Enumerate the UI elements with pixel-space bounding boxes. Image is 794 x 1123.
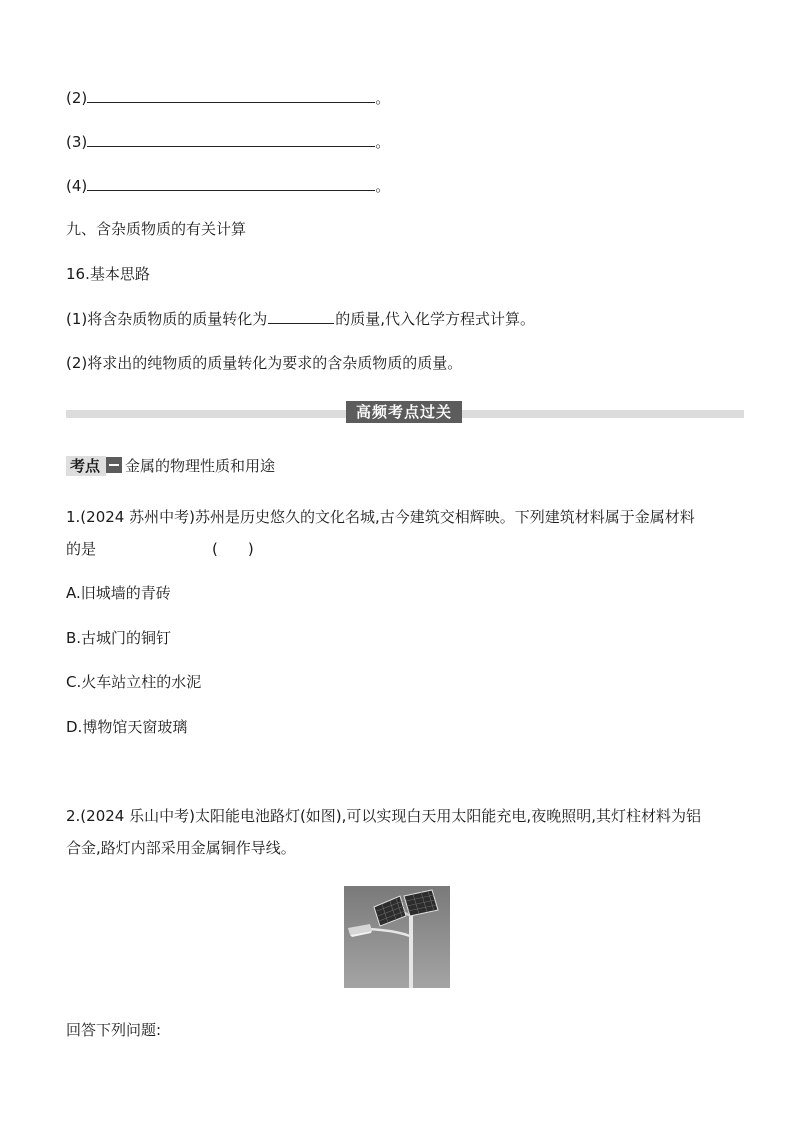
q1-option-c[interactable]: C.火车站立柱的水泥 bbox=[66, 673, 202, 691]
q2-prompt: 回答下列问题: bbox=[66, 1021, 162, 1039]
kaodian-heading bbox=[66, 456, 275, 476]
item16-title: 16.基本思路 bbox=[66, 265, 150, 283]
q1-option-b[interactable]: B.古城门的铜钉 bbox=[66, 629, 172, 647]
item16-line1-after: 的质量,代入化学方程式计算。 bbox=[335, 310, 536, 328]
q1-stem-line2 bbox=[66, 539, 254, 559]
answer-parentheses[interactable]: ( ) bbox=[212, 540, 254, 558]
q1-option-a[interactable]: A.旧城墙的青砖 bbox=[66, 584, 171, 602]
answer-blank[interactable] bbox=[87, 88, 375, 103]
answer-blank[interactable] bbox=[268, 309, 334, 324]
kaodian-topic: 金属的物理性质和用途 bbox=[125, 457, 276, 475]
kaodian-badge: 考点 bbox=[66, 456, 106, 476]
item16-line2: (2)将求出的纯物质的质量转化为要求的含杂质物质的质量。 bbox=[66, 354, 463, 372]
banner-title: 高频考点过关 bbox=[346, 401, 462, 423]
item16-line1 bbox=[66, 309, 535, 329]
q2-stem-line2: 合金,路灯内部采用金属铜作导线。 bbox=[66, 839, 296, 857]
arrow-icon bbox=[106, 457, 122, 473]
answer-blank[interactable] bbox=[87, 132, 375, 147]
fill-line-label: (3) bbox=[66, 133, 88, 151]
fill-line-2 bbox=[66, 88, 390, 108]
fill-line-3 bbox=[66, 132, 390, 152]
fill-line-label: (4) bbox=[66, 177, 88, 195]
q1-stem-line1: 1.(2024 苏州中考)苏州是历史悠久的文化名城,古今建筑交相辉映。下列建筑材料属于金属材料 bbox=[66, 508, 695, 526]
fill-line-end: 。 bbox=[375, 89, 391, 107]
item16-line1-before: (1)将含杂质物质的质量转化为 bbox=[66, 310, 268, 328]
solar-street-lamp-image bbox=[344, 886, 450, 988]
q2-stem-line1: 2.(2024 乐山中考)太阳能电池路灯(如图),可以实现白天用太阳能充电,夜晚照明,其灯柱材料为铝 bbox=[66, 807, 701, 825]
fill-line-end: 。 bbox=[375, 133, 391, 151]
fill-line-end: 。 bbox=[375, 177, 391, 195]
fill-line-label: (2) bbox=[66, 89, 88, 107]
fill-line-4 bbox=[66, 176, 390, 196]
q1-option-d[interactable]: D.博物馆天窗玻璃 bbox=[66, 718, 188, 736]
solar-street-lamp-illustration bbox=[344, 886, 450, 988]
section-title: 九、含杂质物质的有关计算 bbox=[66, 220, 247, 238]
q1-stem-end: 的是 bbox=[66, 540, 97, 558]
answer-blank[interactable] bbox=[87, 176, 375, 191]
